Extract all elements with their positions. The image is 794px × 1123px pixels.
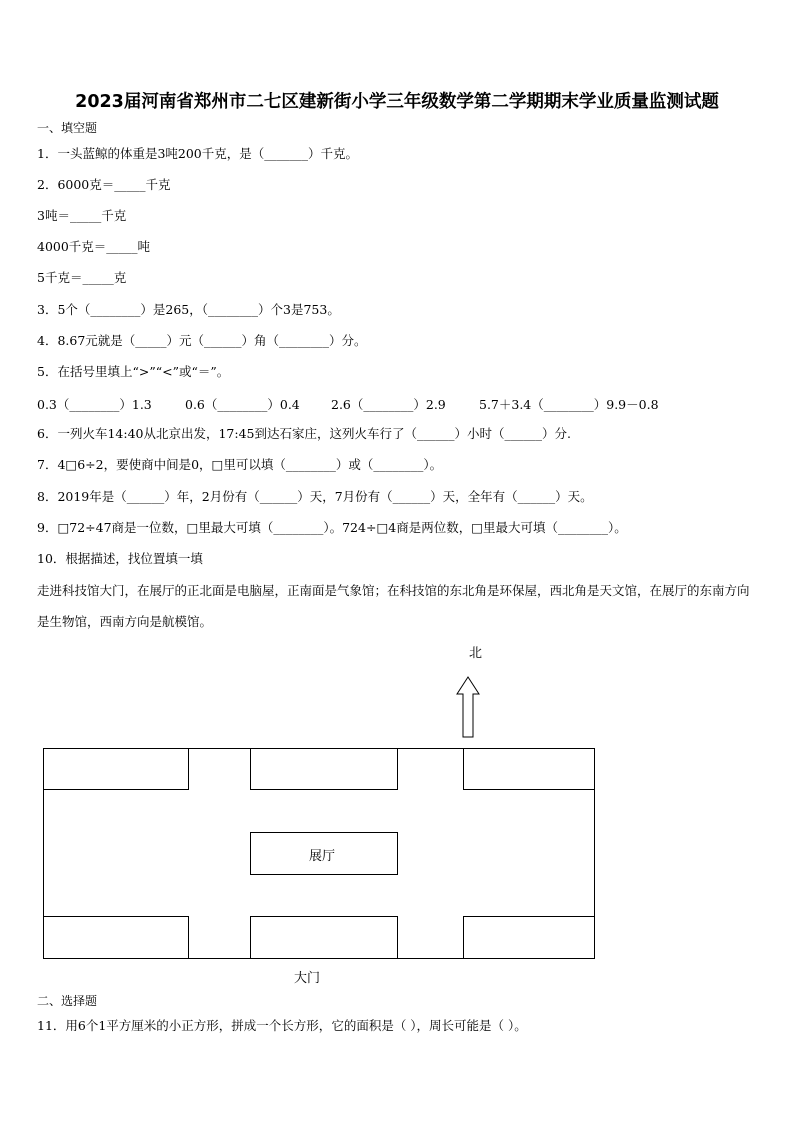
room-south bbox=[251, 917, 398, 959]
question-2-line-2: 3吨＝_____千克 bbox=[37, 208, 127, 223]
question-10-description: 走进科技馆大门，在展厅的正北面是电脑屋，正南面是气象馆；在科技馆的东北角是环保屋，西北角是天文馆，在展厅的东南方向是生物馆，西南方向是航模馆。 bbox=[37, 583, 750, 629]
question-5-item-2: 0.6（________）0.4 bbox=[185, 397, 300, 412]
section-heading-fill-blank: 一、填空题 bbox=[37, 121, 98, 135]
question-4: 4．8.67元就是（_____）元（______）角（________）分。 bbox=[37, 333, 367, 348]
section-heading-choice: 二、选择题 bbox=[37, 994, 98, 1008]
question-7: 7．4□6÷2，要使商中间是0，□里可以填（________）或（________）。 bbox=[37, 457, 443, 472]
question-5-item-4: 5.7＋3.4（________）9.9－0.8 bbox=[479, 397, 659, 412]
question-3: 3．5个（________）是265，（________）个3是753。 bbox=[37, 302, 340, 317]
question-8: 8．2019年是（______）年，2月份有（______）天，7月份有（______）天，全年有（______）天。 bbox=[37, 489, 593, 504]
page-title: 2023届河南省郑州市二七区建新街小学三年级数学第二学期期末学业质量监测试题 bbox=[75, 92, 719, 112]
room-north bbox=[251, 749, 398, 790]
room-southeast bbox=[464, 917, 595, 959]
room-southwest bbox=[44, 917, 189, 959]
question-5-item-1: 0.3（________）1.3 bbox=[37, 397, 152, 412]
question-5-title: 5．在括号里填上“>”“<”或“＝”。 bbox=[37, 364, 230, 379]
question-2-line-3: 4000千克＝_____吨 bbox=[37, 239, 151, 254]
question-1: 1．一头蓝鲸的体重是3吨200千克，是（_______）千克。 bbox=[37, 146, 359, 161]
room-northeast bbox=[464, 749, 595, 790]
exhibition-hall-label: 展厅 bbox=[309, 849, 336, 864]
question-11: 11．用6个1平方厘米的小正方形，拼成一个长方形，它的面积是（ ），周长可能是（ ）。 bbox=[37, 1018, 527, 1033]
north-arrow-icon bbox=[457, 677, 479, 737]
question-5-item-3: 2.6（________）2.9 bbox=[331, 397, 446, 412]
room-northwest bbox=[44, 749, 189, 790]
question-2-line-1: 2．6000克＝_____千克 bbox=[37, 177, 171, 192]
question-10-title: 10．根据描述，找位置填一填 bbox=[37, 551, 203, 566]
question-9: 9．□72÷47商是一位数，□里最大可填（________）。724÷□4商是两位数，□里最大可填（________）。 bbox=[37, 520, 627, 535]
question-6: 6．一列火车14:40从北京出发，17:45到达石家庄，这列火车行了（______）小时（______）分. bbox=[37, 426, 571, 441]
north-label: 北 bbox=[469, 646, 483, 661]
main-gate-label: 大门 bbox=[294, 971, 321, 986]
question-2-line-4: 5千克＝_____克 bbox=[37, 270, 127, 285]
